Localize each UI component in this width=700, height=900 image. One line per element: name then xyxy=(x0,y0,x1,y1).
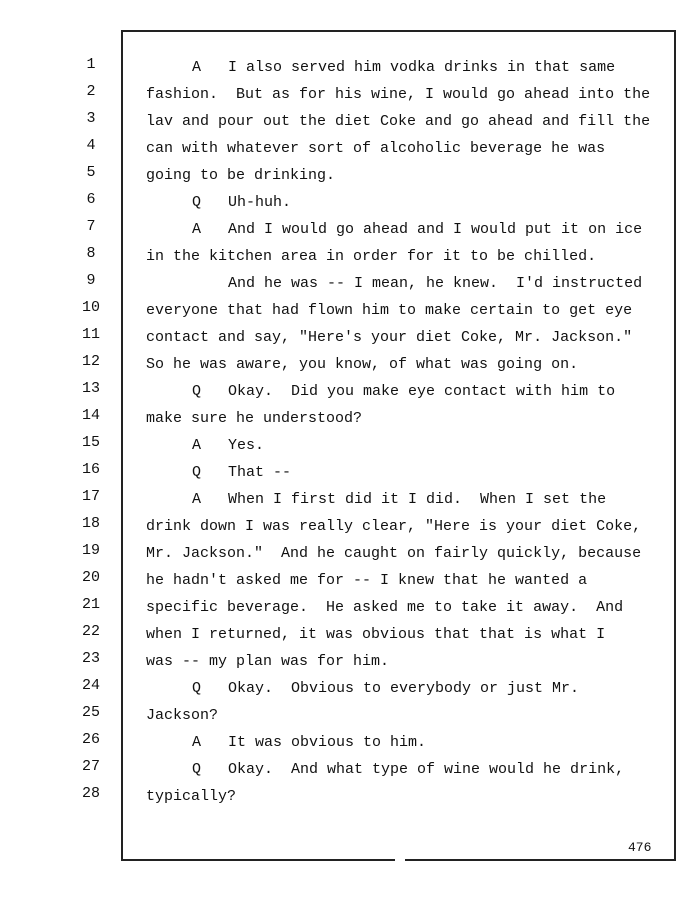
bottom-rule-left xyxy=(121,859,395,861)
transcript-line: everyone that had flown him to make certain to get eye xyxy=(146,302,633,319)
line-number: 16 xyxy=(81,461,100,478)
line-number: 24 xyxy=(81,677,100,694)
line-number: 13 xyxy=(81,380,100,397)
line-number: 14 xyxy=(81,407,100,424)
transcript-line: Mr. Jackson." And he caught on fairly quickly, because xyxy=(146,545,642,562)
page-number: 476 xyxy=(628,840,652,855)
line-number: 22 xyxy=(81,623,100,640)
transcript-line: typically? xyxy=(146,788,237,805)
line-number: 12 xyxy=(81,353,100,370)
line-number: 27 xyxy=(81,758,100,775)
transcript-line: Q Okay. Did you make eye contact with him to xyxy=(192,383,616,400)
transcript-line: A It was obvious to him. xyxy=(192,734,427,751)
transcript-line: going to be drinking. xyxy=(146,167,336,184)
transcript-line: A When I first did it I did. When I set the xyxy=(192,491,607,508)
transcript-line: specific beverage. He asked me to take it away. And xyxy=(146,599,624,616)
transcript-line: A I also served him vodka drinks in that same xyxy=(192,59,616,76)
bottom-rule-right xyxy=(405,859,676,861)
transcript-line: A Yes. xyxy=(192,437,265,454)
line-number: 25 xyxy=(81,704,100,721)
transcript-line: A And I would go ahead and I would put it on ice xyxy=(192,221,643,238)
transcript-line: drink down I was really clear, "Here is your diet Coke, xyxy=(146,518,642,535)
line-number: 10 xyxy=(81,299,100,316)
transcript-line: fashion. But as for his wine, I would go ahead into the xyxy=(146,86,651,103)
line-number: 26 xyxy=(81,731,100,748)
line-number: 9 xyxy=(86,272,96,289)
line-number: 4 xyxy=(86,137,96,154)
line-number: 18 xyxy=(81,515,100,532)
transcript-line: So he was aware, you know, of what was going on. xyxy=(146,356,579,373)
line-number: 11 xyxy=(81,326,100,343)
line-number: 8 xyxy=(86,245,96,262)
transcript-line: can with whatever sort of alcoholic beverage he was xyxy=(146,140,606,157)
transcript-line: was -- my plan was for him. xyxy=(146,653,390,670)
transcript-line: when I returned, it was obvious that that is what I xyxy=(146,626,606,643)
transcript-line: Q Uh-huh. xyxy=(192,194,292,211)
line-number: 20 xyxy=(81,569,100,586)
transcript-line: And he was -- I mean, he knew. I'd instructed xyxy=(228,275,643,292)
transcript-line: contact and say, "Here's your diet Coke, Mr. Jackson." xyxy=(146,329,633,346)
line-number: 28 xyxy=(81,785,100,802)
line-number: 17 xyxy=(81,488,100,505)
line-number: 15 xyxy=(81,434,100,451)
line-number: 23 xyxy=(81,650,100,667)
line-number: 19 xyxy=(81,542,100,559)
transcript-line: make sure he understood? xyxy=(146,410,363,427)
line-number: 21 xyxy=(81,596,100,613)
line-number: 5 xyxy=(86,164,96,181)
line-number: 1 xyxy=(86,56,96,73)
line-number: 2 xyxy=(86,83,96,100)
transcript-line: Q That -- xyxy=(192,464,292,481)
line-number: 6 xyxy=(86,191,96,208)
transcript-line: Q Okay. And what type of wine would he drink, xyxy=(192,761,625,778)
line-number: 3 xyxy=(86,110,96,127)
line-number: 7 xyxy=(86,218,96,235)
transcript-line: he hadn't asked me for -- I knew that he wanted a xyxy=(146,572,588,589)
transcript-line: Jackson? xyxy=(146,707,219,724)
transcript-line: in the kitchen area in order for it to be chilled. xyxy=(146,248,597,265)
transcript-line: lav and pour out the diet Coke and go ahead and fill the xyxy=(146,113,651,130)
transcript-line: Q Okay. Obvious to everybody or just Mr. xyxy=(192,680,580,697)
